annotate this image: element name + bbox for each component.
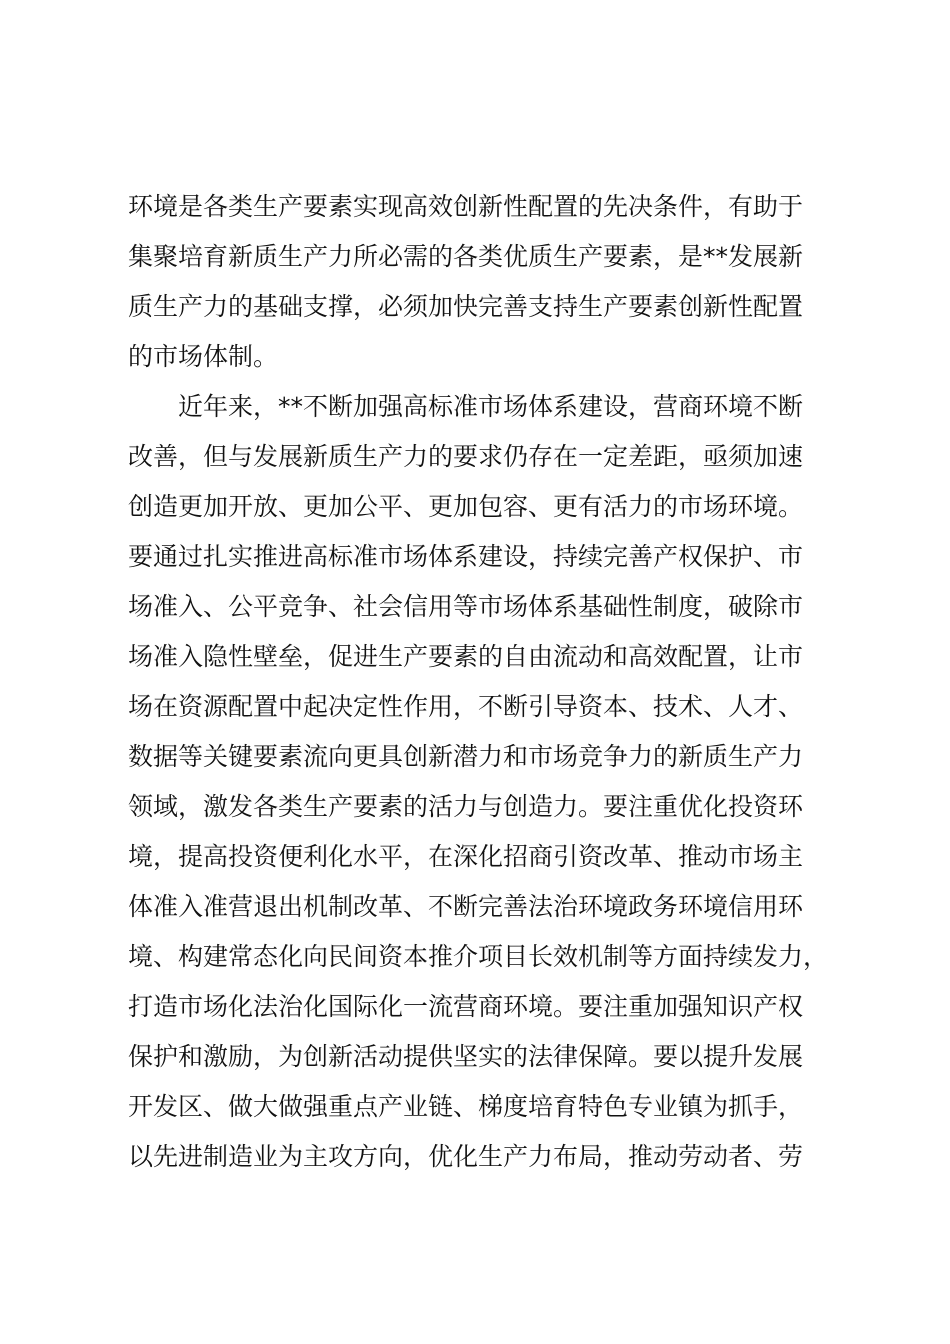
- text-line-8: 要通过扎实推进高标准市场体系建设，持续完善产权保护、市: [128, 542, 804, 571]
- text-line-19: 开发区、做大做强重点产业链、梯度培育特色专业镇为抓手，: [128, 1092, 804, 1121]
- text-line-6: 改善，但与发展新质生产力的要求仍存在一定差距，亟须加速: [128, 442, 804, 471]
- text-line-3: 质生产力的基础支撑，必须加快完善支持生产要素创新性配置: [128, 292, 804, 321]
- text-line-12: 数据等关键要素流向更具创新潜力和市场竞争力的新质生产力: [128, 742, 804, 771]
- text-line-2: 集聚培育新质生产力所必需的各类优质生产要素，是**发展新: [128, 242, 804, 271]
- text-line-10: 场准入隐性壁垒，促进生产要素的自由流动和高效配置，让市: [128, 642, 804, 671]
- text-line-20: 以先进制造业为主攻方向，优化生产力布局，推动劳动者、劳: [128, 1142, 804, 1171]
- text-line-18: 保护和激励，为创新活动提供坚实的法律保障。要以提升发展: [128, 1042, 804, 1071]
- text-line-13: 领域，激发各类生产要素的活力与创造力。要注重优化投资环: [128, 792, 804, 821]
- text-line-9: 场准入、公平竞争、社会信用等市场体系基础性制度，破除市: [128, 592, 804, 621]
- text-line-7: 创造更加开放、更加公平、更加包容、更有活力的市场环境。: [128, 492, 804, 521]
- text-line-4: 的市场体制。: [128, 342, 279, 371]
- paragraph-2-first-line: 近年来，**不断加强高标准市场体系建设，营商环境不断: [178, 392, 804, 421]
- text-line-17: 打造市场化法治化国际化一流营商环境。要注重加强知识产权: [128, 992, 804, 1021]
- body-text: [128, 182, 848, 1182]
- text-line-11: 场在资源配置中起决定性作用，不断引导资本、技术、人才、: [128, 692, 804, 721]
- text-line-16: 境、构建常态化向民间资本推介项目长效机制等方面持续发力，: [128, 942, 829, 971]
- text-line-15: 体准入准营退出机制改革、不断完善法治环境政务环境信用环: [128, 892, 804, 921]
- text-line-14: 境，提高投资便利化水平，在深化招商引资改革、推动市场主: [128, 842, 804, 871]
- text-line-1: 环境是各类生产要素实现高效创新性配置的先决条件，有助于: [128, 192, 804, 221]
